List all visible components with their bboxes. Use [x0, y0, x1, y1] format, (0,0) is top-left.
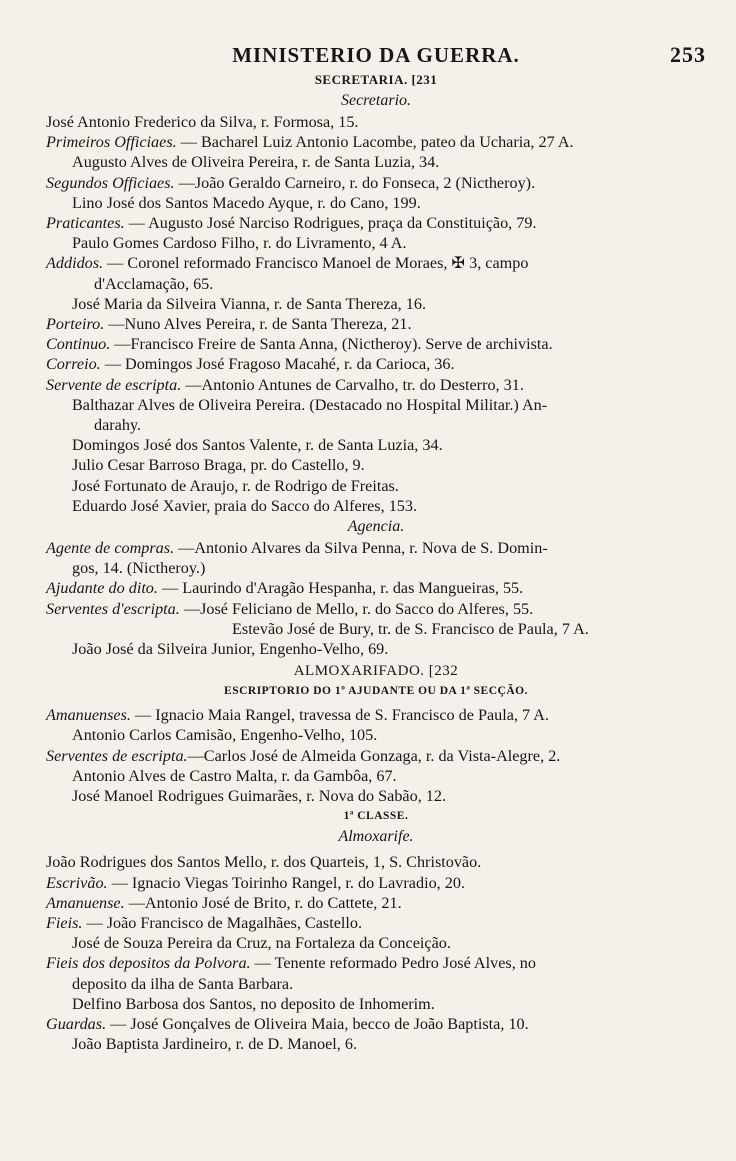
role-label: Servente de escripta.	[46, 375, 182, 394]
entry-text: darahy.	[94, 416, 142, 435]
entry-text: —Carlos José de Almeida Gonzaga, r. da Vista-Alegre, 2.	[187, 746, 561, 765]
entry-text: Lino José dos Santos Macedo Ayque, r. do Cano, 199.	[72, 193, 421, 212]
role-label: Fieis.	[46, 913, 83, 932]
entry-line	[46, 334, 706, 354]
entry-line	[46, 476, 706, 496]
entry-line	[46, 415, 706, 435]
entry-text: Paulo Gomes Cardoso Filho, r. do Livramento, 4 A.	[72, 234, 407, 253]
entry-text: — José Gonçalves de Oliveira Maia, becco de João Baptista, 10.	[106, 1014, 529, 1033]
entry-line	[46, 873, 706, 893]
running-header	[46, 40, 706, 70]
page-number: 253	[670, 42, 706, 67]
entry-text: João Baptista Jardineiro, r. de D. Manoel, 6.	[72, 1035, 358, 1054]
entry-line	[46, 852, 706, 872]
page-title: MINISTERIO DA GUERRA.	[232, 43, 520, 67]
entry-text: João Rodrigues dos Santos Mello, r. dos Quarteis, 1, S. Christovão.	[46, 853, 482, 872]
entry-line	[46, 274, 706, 294]
entry-line	[46, 933, 706, 953]
role-label: Ajudante do dito.	[46, 579, 158, 598]
entry-line	[46, 1014, 706, 1034]
entry-line	[46, 558, 706, 578]
entry-line	[46, 253, 706, 273]
role-label: Serventes d'escripta.	[46, 599, 180, 618]
entry-text: José de Souza Pereira da Cruz, na Fortaleza da Conceição.	[72, 934, 451, 953]
role-label: Serventes de escripta.	[46, 746, 188, 765]
entry-line	[46, 913, 706, 933]
entry-text: deposito da ilha de Santa Barbara.	[72, 974, 294, 993]
entry-text: —Antonio José de Brito, r. do Cattete, 21.	[124, 893, 402, 912]
subsection-heading: ESCRIPTORIO DO 1º AJUDANTE OU DA 1ª SECÇÃO.	[224, 685, 528, 698]
entry-line	[46, 193, 706, 213]
entry-text: d'Acclamação, 65.	[94, 274, 214, 293]
entry-text: Delfino Barbosa dos Santos, no deposito de Inhomerim.	[72, 994, 435, 1013]
role-label: Continuo.	[46, 335, 111, 354]
subsection-title: Secretario.	[340, 92, 412, 109]
entry-line	[46, 746, 706, 766]
entry-text: Domingos José dos Santos Valente, r. de Santa Luzia, 34.	[72, 436, 443, 455]
entry-text: — Laurindo d'Aragão Hespanha, r. das Mangueiras, 55.	[157, 579, 524, 598]
entry-line	[46, 974, 706, 994]
entry-line	[46, 375, 706, 395]
entry-line	[46, 395, 706, 415]
entry-text: —João Geraldo Carneiro, r. do Fonseca, 2 (Nictheroy).	[174, 173, 536, 192]
entry-line	[46, 725, 706, 745]
entry-line	[46, 705, 706, 725]
entry-line	[46, 893, 706, 913]
role-label: Praticantes.	[46, 214, 125, 233]
role-label: Porteiro.	[46, 315, 105, 334]
entry-line	[46, 786, 706, 806]
entry-line	[46, 132, 706, 152]
entry-line	[46, 435, 706, 455]
entry-text: — Coronel reformado Francisco Manoel de Moraes, ✠ 3, campo	[103, 254, 529, 273]
entry-text: Balthazar Alves de Oliveira Pereira. (Destacado no Hospital Militar.) An-	[72, 395, 548, 414]
entry-line	[46, 619, 706, 639]
entry-line	[46, 152, 706, 172]
entry-text: José Manoel Rodrigues Guimarães, r. Nova do Sabão, 12.	[72, 787, 447, 806]
entry-text: Augusto Alves de Oliveira Pereira, r. de Santa Luzia, 34.	[72, 153, 440, 172]
entry-text: José Fortunato de Araujo, r. de Rodrigo de Freitas.	[72, 476, 399, 495]
entry-line	[46, 538, 706, 558]
entry-text: José Antonio Frederico da Silva, r. Formosa, 15.	[46, 113, 359, 131]
entry-line	[46, 294, 706, 314]
entry-text: Estevão José de Bury, tr. de S. Francisco de Paula, 7 A.	[232, 619, 589, 638]
entry-text: João José da Silveira Junior, Engenho-Velho, 69.	[72, 640, 389, 659]
subsection-heading: 1ª CLASSE.	[343, 810, 409, 823]
entry-text: José Maria da Silveira Vianna, r. de Santa Thereza, 16.	[72, 294, 426, 313]
entry-text: —Nuno Alves Pereira, r. de Santa Thereza, 21.	[104, 315, 412, 334]
role-label: Agente de compras.	[46, 539, 175, 558]
subsection-title: Almoxarife.	[338, 828, 414, 846]
entry-line	[46, 314, 706, 334]
entry-line	[46, 455, 706, 475]
entry-text: —Antonio Alvares da Silva Penna, r. Nova de S. Domin-	[174, 539, 548, 558]
entry-line	[46, 354, 706, 374]
entry-text: — Tenente reformado Pedro José Alves, no	[250, 954, 536, 973]
entry-text: — Augusto José Narciso Rodrigues, praça da Constituição, 79.	[124, 214, 537, 233]
document-body	[46, 90, 706, 1054]
entry-line	[46, 233, 706, 253]
role-label: Escrivão.	[46, 873, 108, 892]
entry-text: —Antonio Antunes de Carvalho, tr. do Desterro, 31.	[181, 375, 524, 394]
entry-line	[46, 496, 706, 516]
entry-line	[46, 1034, 706, 1054]
entry-text: — Bacharel Luiz Antonio Lacombe, pateo da Ucharia, 27 A.	[176, 133, 574, 152]
entry-line	[46, 578, 706, 598]
role-label: Fieis dos depositos da Polvora.	[46, 954, 251, 973]
entry-line	[46, 112, 706, 132]
entry-text: Eduardo José Xavier, praia do Sacco do Alferes, 153.	[72, 496, 418, 515]
entry-text: — Ignacio Viegas Toirinho Rangel, r. do Lavradio, 20.	[107, 873, 465, 892]
role-label: Primeiros Officiaes.	[46, 133, 177, 152]
entry-text: Julio Cesar Barroso Braga, pr. do Castello, 9.	[72, 456, 365, 475]
entry-text: Antonio Alves de Castro Malta, r. da Gambôa, 67.	[72, 766, 397, 785]
entry-text: gos, 14. (Nictheroy.)	[72, 559, 206, 578]
section-heading: ALMOXARIFADO. [232	[293, 663, 459, 680]
entry-line	[46, 953, 706, 973]
role-label: Amanuense.	[46, 893, 125, 912]
entry-line	[46, 173, 706, 193]
entry-text: —Francisco Freire de Santa Anna, (Nictheroy). Serve de archivista.	[110, 335, 553, 354]
entry-line	[46, 639, 706, 659]
entry-text: — João Francisco de Magalhães, Castello.	[82, 913, 363, 932]
subsection-title: Agencia.	[347, 518, 405, 536]
entry-line	[46, 213, 706, 233]
role-label: Correio.	[46, 355, 101, 374]
entry-line	[46, 766, 706, 786]
entry-line	[46, 994, 706, 1014]
role-label: Segundos Officiaes.	[46, 173, 175, 192]
role-label: Amanuenses.	[46, 706, 131, 725]
entry-text: —José Feliciano de Mello, r. do Sacco do Alferes, 55.	[179, 599, 534, 618]
role-label: Guardas.	[46, 1014, 107, 1033]
entry-text: Antonio Carlos Camisão, Engenho-Velho, 105.	[72, 726, 378, 745]
entry-line	[46, 599, 706, 619]
section-heading: SECRETARIA. [231	[314, 72, 438, 87]
entry-text: — Ignacio Maia Rangel, travessa de S. Francisco de Paula, 7 A.	[130, 706, 550, 725]
role-label: Addidos.	[46, 254, 104, 273]
entry-text: — Domingos José Fragoso Macahé, r. da Carioca, 36.	[100, 355, 455, 374]
